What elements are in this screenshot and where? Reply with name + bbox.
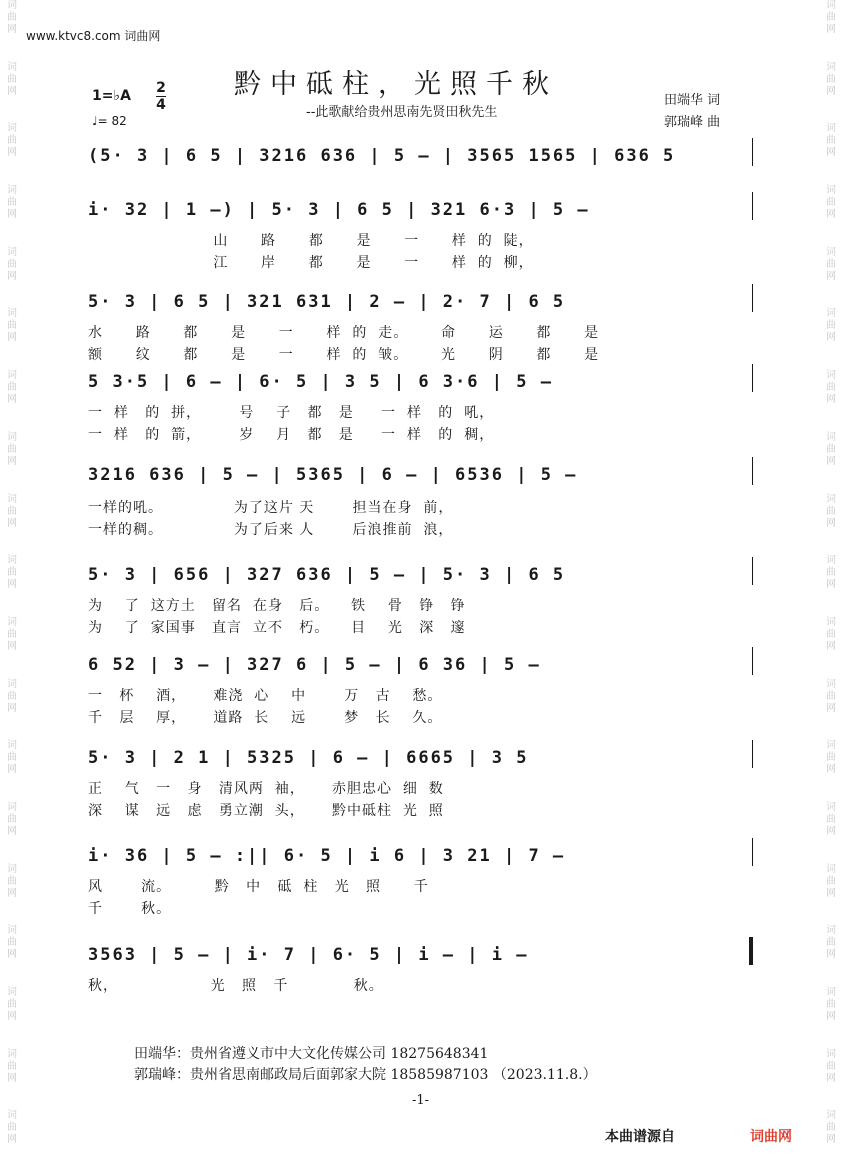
lyric-line-2: 一 样 的 箭， 岁 月 都 是 一 样 的 稠， — [88, 427, 495, 443]
watermark-glyph: 曲 — [7, 690, 17, 702]
watermark-glyph: 网 — [826, 1072, 836, 1084]
watermark-glyph: 词 — [7, 431, 17, 443]
lyric-line-2: 江 岸 都 是 一 样 的 柳， — [88, 255, 534, 271]
watermark-glyph: 网 — [7, 887, 17, 899]
watermark-glyph: 曲 — [826, 1060, 836, 1072]
notation-line: 3563 | 5 – | i· 7 | 6· 5 | i – | i – — [88, 945, 529, 965]
watermark-glyph: 网 — [7, 1072, 17, 1084]
watermark-glyph: 曲 — [826, 443, 836, 455]
watermark-glyph: 词 — [826, 555, 836, 567]
lyric-line-1: 正 气 一 身 清风两 袖， 赤胆忠心 细 数 — [88, 781, 444, 797]
watermark-glyph: 词 — [7, 61, 17, 73]
notation-line: i· 32 | 1 –) | 5· 3 | 6 5 | 321 6·3 | 5 – — [88, 200, 590, 220]
watermark-glyph: 词 — [826, 493, 836, 505]
tempo-mark: ♩= 82 — [92, 114, 127, 128]
watermark-glyph: 曲 — [826, 999, 836, 1010]
watermark-glyph: 词 — [826, 1110, 836, 1122]
song-subtitle: --此歌献给贵州思南先贤田秋先生 — [306, 105, 498, 120]
notation-line: 5· 3 | 656 | 327 636 | 5 – | 5· 3 | 6 5 — [88, 565, 566, 585]
lyric-line-2: 一样的稠。 为了后来 人 后浪推前 浪， — [88, 522, 454, 538]
notation-line: (5· 3 | 6 5 | 3216 636 | 5 – | 3565 1565 | 636 5 — [88, 146, 676, 166]
barline — [752, 740, 753, 768]
lyric-line-2: 为 了 家国事 直言 立不 朽。 目 光 深 邃 — [88, 620, 466, 636]
watermark-glyph: 词 — [826, 616, 836, 628]
source-label: 本曲谱源自 — [605, 1129, 675, 1145]
final-barline — [749, 937, 752, 965]
watermark-glyph: 网 — [826, 579, 836, 591]
watermark-glyph: 词 — [7, 616, 17, 628]
watermark-glyph: 词 — [7, 863, 17, 875]
watermark-glyph: 词 — [7, 246, 17, 258]
watermark-glyph: 曲 — [826, 937, 836, 949]
watermark-glyph: 曲 — [826, 197, 836, 209]
watermark-glyph: 曲 — [826, 813, 836, 825]
watermark-glyph: 曲 — [7, 135, 17, 147]
notation-line: 6 52 | 3 – | 327 6 | 5 – | 6 36 | 5 – — [88, 655, 541, 675]
watermark-glyph: 词 — [7, 740, 17, 752]
watermark-glyph: 网 — [826, 517, 836, 529]
watermark-glyph: 网 — [7, 764, 17, 776]
lyric-line-1: 一 样 的 拼， 号 子 都 是 一 样 的 吼， — [88, 405, 495, 421]
watermark-glyph: 网 — [7, 455, 17, 467]
watermark-glyph: 网 — [7, 394, 17, 406]
key-signature: 1=♭A — [92, 88, 131, 104]
watermark-glyph: 词 — [7, 185, 17, 197]
watermark-glyph: 词 — [826, 123, 836, 135]
watermark-glyph: 网 — [7, 949, 17, 961]
watermark-glyph: 词 — [7, 987, 17, 998]
barline — [752, 138, 753, 166]
barline — [752, 192, 753, 220]
watermark-glyph: 曲 — [7, 813, 17, 825]
lyric-line-1: 风 流。 黔 中 砥 柱 光 照 千 — [88, 879, 429, 895]
watermark-glyph: 曲 — [7, 258, 17, 270]
watermark-glyph: 网 — [826, 85, 836, 97]
watermark-glyph: 曲 — [826, 73, 836, 85]
time-signature — [156, 80, 166, 113]
watermark-glyph: 曲 — [7, 443, 17, 455]
watermark-glyph: 网 — [7, 147, 17, 159]
watermark-glyph: 词 — [826, 801, 836, 813]
watermark-glyph: 曲 — [7, 937, 17, 949]
barline — [752, 557, 753, 585]
watermark-glyph: 网 — [7, 332, 17, 344]
lyric-line-1: 一 杯 酒， 难浇 心 中 万 古 愁。 — [88, 688, 443, 704]
watermark-glyph: 曲 — [7, 505, 17, 517]
watermark-glyph: 网 — [7, 579, 17, 591]
watermark-glyph: 曲 — [7, 1060, 17, 1072]
lyric-line-1: 一样的吼。 为了这片 天 担当在身 前， — [88, 500, 454, 516]
watermark-glyph: 词 — [7, 308, 17, 320]
watermark-glyph: 词 — [7, 925, 17, 937]
watermark-glyph: 词 — [826, 370, 836, 382]
right-watermark — [823, 0, 839, 1172]
watermark-glyph: 网 — [7, 270, 17, 282]
watermark-glyph: 曲 — [7, 752, 17, 764]
watermark-glyph: 曲 — [826, 690, 836, 702]
notation-line: 5· 3 | 6 5 | 321 631 | 2 – | 2· 7 | 6 5 — [88, 292, 566, 312]
watermark-glyph: 网 — [826, 1134, 836, 1146]
watermark-glyph: 词 — [7, 555, 17, 567]
notation-line: 3216 636 | 5 – | 5365 | 6 – | 6536 | 5 – — [88, 465, 578, 485]
watermark-glyph: 曲 — [7, 1122, 17, 1134]
watermark-glyph: 网 — [826, 147, 836, 159]
watermark-glyph: 词 — [826, 431, 836, 443]
watermark-glyph: 词 — [826, 740, 836, 752]
watermark-glyph: 词 — [826, 61, 836, 73]
watermark-glyph: 网 — [826, 332, 836, 344]
watermark-glyph: 词 — [7, 1110, 17, 1122]
left-watermark — [4, 0, 20, 1172]
footer-contact-1: 田端华：贵州省遵义市中大文化传媒公司 18275648341 — [134, 1046, 489, 1062]
notation-line: i· 36 | 5 – :|| 6· 5 | i 6 | 3 21 | 7 – — [88, 846, 566, 866]
watermark-glyph: 词 — [826, 308, 836, 320]
watermark-glyph: 词 — [826, 1048, 836, 1060]
watermark-glyph: 曲 — [826, 12, 836, 23]
watermark-glyph: 词 — [826, 185, 836, 197]
watermark-glyph: 曲 — [826, 505, 836, 517]
watermark-glyph: 网 — [7, 702, 17, 714]
watermark-glyph: 曲 — [826, 567, 836, 579]
watermark-glyph: 网 — [7, 1134, 17, 1146]
watermark-glyph: 曲 — [7, 320, 17, 332]
watermark-glyph: 词 — [826, 678, 836, 690]
composer-credit: 郭瑞峰 曲 — [664, 115, 721, 130]
watermark-glyph: 词 — [7, 370, 17, 382]
watermark-glyph: 网 — [7, 517, 17, 529]
barline — [752, 284, 753, 312]
watermark-glyph: 词 — [7, 1048, 17, 1060]
watermark-glyph: 网 — [826, 764, 836, 776]
watermark-glyph: 网 — [826, 209, 836, 221]
barline — [752, 457, 753, 485]
lyric-line-2: 额 纹 都 是 一 样 的 皱。 光 阴 都 是 — [88, 347, 600, 363]
watermark-glyph: 网 — [826, 1011, 836, 1022]
watermark-glyph: 网 — [826, 24, 836, 35]
watermark-glyph: 词 — [7, 123, 17, 135]
watermark-glyph: 曲 — [826, 875, 836, 887]
lyric-line-1: 秋， 光 照 千 秋。 — [88, 978, 384, 994]
lyric-line-1: 山 路 都 是 一 样 的 陡， — [88, 233, 534, 249]
source-site-link[interactable]: 词曲网 — [750, 1129, 792, 1145]
watermark-glyph: 曲 — [826, 258, 836, 270]
watermark-glyph: 曲 — [826, 382, 836, 394]
watermark-glyph: 网 — [7, 825, 17, 837]
lyric-line-1: 为 了 这方土 留名 在身 后。 铁 骨 铮 铮 — [88, 598, 466, 614]
barline — [752, 364, 753, 392]
watermark-glyph: 网 — [7, 640, 17, 652]
watermark-glyph: 曲 — [7, 875, 17, 887]
notation-line: 5 3·5 | 6 – | 6· 5 | 3 5 | 6 3·6 | 5 – — [88, 372, 553, 392]
watermark-glyph: 曲 — [826, 628, 836, 640]
time-signature-bottom: 4 — [156, 97, 166, 113]
watermark-glyph: 词 — [7, 0, 17, 11]
watermark-glyph: 词 — [7, 493, 17, 505]
notation-line: 5· 3 | 2 1 | 5325 | 6 – | 6665 | 3 5 — [88, 748, 529, 768]
watermark-glyph: 曲 — [7, 197, 17, 209]
footer-contact-2: 郭瑞峰：贵州省思南邮政局后面郭家大院 18585987103 （2023.11.8.） — [134, 1067, 597, 1083]
watermark-glyph: 网 — [7, 24, 17, 35]
song-title: 黔中砥柱，光照千秋 — [234, 69, 558, 100]
watermark-glyph: 网 — [826, 270, 836, 282]
watermark-glyph: 曲 — [7, 73, 17, 85]
watermark-glyph: 网 — [826, 825, 836, 837]
watermark-glyph: 网 — [826, 455, 836, 467]
watermark-glyph: 曲 — [7, 628, 17, 640]
site-url[interactable]: www.ktvc8.com 词曲网 — [26, 29, 161, 43]
time-signature-top: 2 — [156, 80, 166, 96]
barline — [752, 647, 753, 675]
watermark-glyph: 曲 — [826, 752, 836, 764]
watermark-glyph: 词 — [826, 0, 836, 11]
watermark-glyph: 词 — [826, 925, 836, 937]
watermark-glyph: 词 — [826, 863, 836, 875]
watermark-glyph: 词 — [826, 987, 836, 998]
watermark-glyph: 曲 — [826, 135, 836, 147]
barline — [752, 937, 753, 965]
lyric-line-2: 千 秋。 — [88, 901, 172, 917]
watermark-glyph: 网 — [826, 949, 836, 961]
watermark-glyph: 曲 — [826, 1122, 836, 1134]
page-number: -1- — [412, 1093, 430, 1108]
watermark-glyph: 词 — [826, 246, 836, 258]
lyricist-credit: 田端华 词 — [664, 93, 721, 108]
watermark-glyph: 曲 — [826, 320, 836, 332]
watermark-glyph: 网 — [7, 1011, 17, 1022]
watermark-glyph: 网 — [7, 209, 17, 221]
watermark-glyph: 曲 — [7, 999, 17, 1010]
watermark-glyph: 网 — [826, 887, 836, 899]
watermark-glyph: 曲 — [7, 12, 17, 23]
watermark-glyph: 网 — [7, 85, 17, 97]
watermark-glyph: 词 — [7, 801, 17, 813]
lyric-line-2: 深 谋 远 虑 勇立潮 头， 黔中砥柱 光 照 — [88, 803, 444, 819]
lyric-line-2: 千 层 厚， 道路 长 远 梦 长 久。 — [88, 710, 443, 726]
watermark-glyph: 曲 — [7, 567, 17, 579]
watermark-glyph: 网 — [826, 640, 836, 652]
lyric-line-1: 水 路 都 是 一 样 的 走。 命 运 都 是 — [88, 325, 600, 341]
watermark-glyph: 网 — [826, 702, 836, 714]
watermark-glyph: 词 — [7, 678, 17, 690]
barline — [752, 838, 753, 866]
watermark-glyph: 曲 — [7, 382, 17, 394]
watermark-glyph: 网 — [826, 394, 836, 406]
